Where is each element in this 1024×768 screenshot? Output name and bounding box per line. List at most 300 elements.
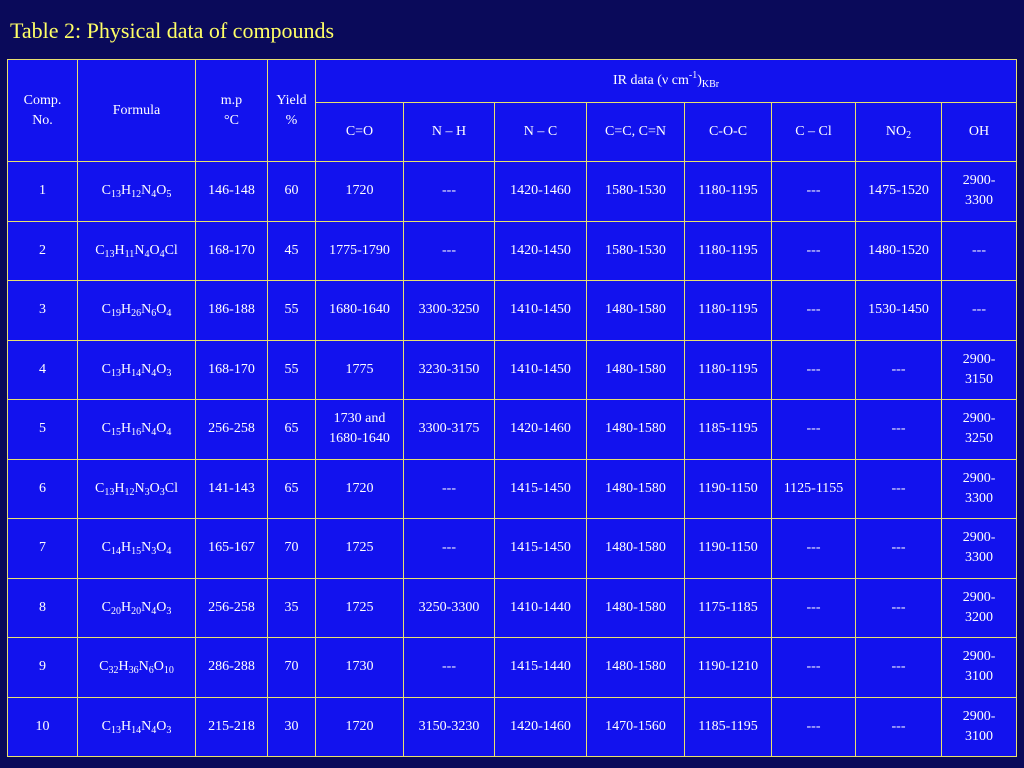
ir-oh-cell xyxy=(942,400,1017,460)
ir-value-line: 1420-1460 xyxy=(510,718,571,734)
formula-text: C xyxy=(99,659,109,675)
ir-value-line: 1480-1580 xyxy=(605,480,666,496)
header-yield xyxy=(268,60,316,162)
formula-cell xyxy=(78,400,196,460)
ir-value-line: 1480-1520 xyxy=(868,242,929,258)
ir-nc-cell xyxy=(495,697,587,757)
ir-coc-cell xyxy=(685,340,772,400)
formula-cell xyxy=(78,578,196,638)
ir-no2-cell xyxy=(856,162,942,222)
ir-value-line: 1420-1450 xyxy=(510,242,571,258)
compound-number-cell: 8 xyxy=(8,578,78,638)
ir-ccl-cell xyxy=(772,697,856,757)
ir-co-cell xyxy=(316,459,404,519)
ir-ccl-cell xyxy=(772,519,856,579)
ir-coc-cell xyxy=(685,221,772,281)
formula-text: H xyxy=(120,361,132,377)
formula-subscript: 10 xyxy=(163,665,174,677)
formula-subscript: 3 xyxy=(166,367,172,379)
ir-nc-cell xyxy=(495,638,587,698)
ir-oh-cell xyxy=(942,162,1017,222)
ir-value-line: --- xyxy=(442,242,456,258)
ir-data-close: ) xyxy=(697,73,702,88)
ir-value-line: 1185-1195 xyxy=(698,718,758,734)
formula-subscript: 6 xyxy=(151,308,157,320)
ir-co-cell xyxy=(316,162,404,222)
formula-subscript: 13 xyxy=(104,248,115,260)
header-ir-label-text: C-O-C xyxy=(708,124,748,139)
ir-no2-cell xyxy=(856,340,942,400)
melting-point-cell: 256-258 xyxy=(196,400,268,460)
formula-text: C xyxy=(101,421,111,437)
ir-value-line: 1680-1640 xyxy=(329,302,390,318)
formula-cell xyxy=(78,459,196,519)
ir-value-line: 3300 xyxy=(965,193,994,209)
formula-text: N xyxy=(141,302,152,318)
ir-value-line: 2900- xyxy=(962,589,996,605)
table-row xyxy=(8,162,1017,222)
ir-no2-cell xyxy=(856,281,942,341)
ir-value-line: 1720 xyxy=(345,480,374,496)
formula-text: N xyxy=(141,183,152,199)
ir-oh-cell xyxy=(942,697,1017,757)
ir-ccl-cell xyxy=(772,459,856,519)
ir-coc-cell xyxy=(685,400,772,460)
formula-text: H xyxy=(120,302,132,318)
ir-value-line: --- xyxy=(806,242,821,258)
ir-co-cell xyxy=(316,221,404,281)
header-ir-label-text: NO xyxy=(885,124,907,139)
formula-text: H xyxy=(114,480,125,496)
table-body xyxy=(8,162,1017,757)
ir-value-line: --- xyxy=(891,718,906,734)
ir-nh-cell xyxy=(404,519,495,579)
formula-subscript: 3 xyxy=(151,546,157,558)
ir-value-line: 1415-1450 xyxy=(510,480,571,496)
ir-nc-cell xyxy=(495,519,587,579)
formula-text: O xyxy=(156,718,167,734)
ir-value-line: 2900- xyxy=(962,649,996,665)
compound-number-cell: 7 xyxy=(8,519,78,579)
formula-subscript: 32 xyxy=(108,665,119,677)
formula-subscript: 12 xyxy=(131,189,142,201)
header-ir-label-text: OH xyxy=(968,124,990,139)
yield-cell: 60 xyxy=(268,162,316,222)
formula-subscript: 13 xyxy=(104,486,115,498)
header-ir-data xyxy=(316,60,1017,103)
ir-value-line: 1180-1195 xyxy=(698,183,758,199)
ir-value-line: 1720 xyxy=(345,183,374,199)
formula-subscript: 16 xyxy=(131,427,142,439)
ir-value-line: 3250 xyxy=(965,431,994,447)
ir-value-line: 1475-1520 xyxy=(868,183,929,199)
ir-value-line: 1775-1790 xyxy=(329,242,390,258)
formula-text: O xyxy=(156,361,167,377)
ir-ccl-cell xyxy=(772,281,856,341)
formula-subscript: 5 xyxy=(166,189,172,201)
ir-co-cell xyxy=(316,578,404,638)
ir-coc-cell xyxy=(685,578,772,638)
ir-value-line: 1480-1580 xyxy=(605,599,666,615)
ir-oh-cell xyxy=(942,281,1017,341)
yield-cell: 70 xyxy=(268,638,316,698)
ir-cc-cn-cell xyxy=(587,459,685,519)
ir-value-line: --- xyxy=(806,302,821,318)
ir-value-line: --- xyxy=(806,599,821,615)
ir-nh-cell xyxy=(404,697,495,757)
ir-oh-cell xyxy=(942,221,1017,281)
formula-subscript: 26 xyxy=(131,308,142,320)
formula-cell xyxy=(78,519,196,579)
compound-number-cell: 1 xyxy=(8,162,78,222)
ir-value-line: 1480-1580 xyxy=(605,361,666,377)
formula-subscript: 4 xyxy=(151,724,157,736)
formula-cell xyxy=(78,340,196,400)
ir-ccl-cell xyxy=(772,221,856,281)
page-title: Table 2: Physical data of compounds xyxy=(10,18,335,43)
formula-subscript: 4 xyxy=(151,367,157,379)
table-row xyxy=(8,281,1017,341)
formula-cell xyxy=(78,162,196,222)
ir-cc-cn-cell xyxy=(587,281,685,341)
compound-number-cell: 6 xyxy=(8,459,78,519)
ir-value-line: 1775 xyxy=(345,361,374,377)
ir-value-line: --- xyxy=(442,540,456,556)
ir-value-line: 3100 xyxy=(965,728,994,744)
table-header xyxy=(8,60,1017,162)
header-ir-co xyxy=(316,103,404,162)
ir-value-line: 3300 xyxy=(965,550,994,566)
melting-point-cell: 165-167 xyxy=(196,519,268,579)
melting-point-cell: 256-258 xyxy=(196,578,268,638)
formula-text: O xyxy=(153,659,164,675)
yield-cell: 30 xyxy=(268,697,316,757)
ir-value-line: 1190-1210 xyxy=(697,659,759,675)
ir-nh-cell xyxy=(404,459,495,519)
ir-ccl-cell xyxy=(772,578,856,638)
ir-nh-cell xyxy=(404,400,495,460)
ir-value-line: --- xyxy=(891,659,906,675)
ir-value-line: 3300 xyxy=(965,490,994,506)
header-ir-no2 xyxy=(856,103,942,162)
ir-nh-cell xyxy=(404,578,495,638)
formula-text: N xyxy=(134,480,145,496)
compound-number-cell: 3 xyxy=(8,281,78,341)
formula-subscript: 4 xyxy=(151,427,157,439)
header-comp-no xyxy=(8,60,78,162)
ir-data-prefix: IR data (ν cm xyxy=(612,73,689,88)
ir-value-line: 3150 xyxy=(965,371,994,387)
ir-value-line: --- xyxy=(442,659,456,675)
formula-subscript: 4 xyxy=(151,189,157,201)
yield-cell: 65 xyxy=(268,400,316,460)
melting-point-cell: 186-188 xyxy=(196,281,268,341)
ir-nh-cell xyxy=(404,162,495,222)
formula-text: Cl xyxy=(164,480,178,496)
ir-no2-cell xyxy=(856,638,942,698)
formula-subscript: 14 xyxy=(131,367,142,379)
ir-co-cell xyxy=(316,281,404,341)
table-row xyxy=(8,638,1017,698)
ir-value-line: 1730 and xyxy=(333,411,386,427)
ir-value-line: 1185-1195 xyxy=(698,421,758,437)
formula-text: C xyxy=(101,183,111,199)
melting-point-cell: 168-170 xyxy=(196,221,268,281)
ir-value-line: 1720 xyxy=(345,718,374,734)
ir-value-line: 2900- xyxy=(962,351,996,367)
ir-value-line: 2900- xyxy=(962,173,996,189)
yield-cell: 55 xyxy=(268,281,316,341)
ir-value-line: --- xyxy=(442,480,456,496)
ir-value-line: 3300-3175 xyxy=(418,421,480,437)
compound-number-cell: 4 xyxy=(8,340,78,400)
yield-cell: 35 xyxy=(268,578,316,638)
ir-value-line: 1480-1580 xyxy=(605,540,666,556)
formula-subscript: 14 xyxy=(131,724,142,736)
ir-cc-cn-cell xyxy=(587,519,685,579)
table-row xyxy=(8,400,1017,460)
header-mp-line-2: °C xyxy=(224,112,239,128)
formula-subscript: 12 xyxy=(124,486,135,498)
header-ir-nc xyxy=(495,103,587,162)
ir-cc-cn-cell xyxy=(587,697,685,757)
ir-value-line: 1530-1450 xyxy=(868,302,929,318)
formula-text: N xyxy=(141,361,152,377)
ir-value-line: 3100 xyxy=(965,669,994,685)
ir-value-line: 1415-1440 xyxy=(510,659,571,675)
yield-cell: 70 xyxy=(268,519,316,579)
ir-no2-cell xyxy=(856,519,942,579)
ir-value-line: --- xyxy=(806,421,821,437)
ir-nc-cell xyxy=(495,400,587,460)
yield-cell: 65 xyxy=(268,459,316,519)
yield-cell: 45 xyxy=(268,221,316,281)
table-row xyxy=(8,459,1017,519)
ir-ccl-cell xyxy=(772,638,856,698)
formula-text: C xyxy=(101,361,111,377)
table-row xyxy=(8,578,1017,638)
ir-value-line: 1410-1440 xyxy=(510,599,571,615)
formula-text: H xyxy=(120,540,132,556)
header-ir-cc-cn xyxy=(587,103,685,162)
formula-text: O xyxy=(156,540,167,556)
formula-subscript: 13 xyxy=(110,724,121,736)
formula-subscript: 4 xyxy=(166,427,172,439)
ir-value-line: --- xyxy=(972,302,987,318)
header-comp-no-line-1: Comp. xyxy=(23,92,62,108)
ir-nh-cell xyxy=(404,638,495,698)
formula-text: N xyxy=(134,242,145,258)
formula-subscript: 11 xyxy=(124,248,135,260)
compound-number-cell: 5 xyxy=(8,400,78,460)
formula-subscript: 6 xyxy=(148,665,154,677)
formula-text: C xyxy=(101,540,111,556)
formula-text: O xyxy=(149,242,160,258)
formula-cell xyxy=(78,638,196,698)
formula-text: Cl xyxy=(164,242,178,258)
formula-subscript: 36 xyxy=(128,665,139,677)
ir-no2-cell xyxy=(856,459,942,519)
ir-cc-cn-cell xyxy=(587,578,685,638)
formula-text: C xyxy=(101,302,111,318)
ir-value-line: 3300-3250 xyxy=(418,302,480,318)
formula-text: N xyxy=(141,599,152,615)
ir-value-line: --- xyxy=(806,361,821,377)
header-ir-label-subscript: 2 xyxy=(906,130,912,141)
ir-nh-cell xyxy=(404,221,495,281)
ir-coc-cell xyxy=(685,281,772,341)
formula-text: C xyxy=(95,480,105,496)
ir-co-cell xyxy=(316,400,404,460)
ir-value-line: --- xyxy=(806,659,821,675)
formula-subscript: 13 xyxy=(110,367,121,379)
ir-nc-cell xyxy=(495,340,587,400)
formula-subscript: 14 xyxy=(110,546,121,558)
table-row xyxy=(8,697,1017,757)
ir-co-cell xyxy=(316,638,404,698)
ir-coc-cell xyxy=(685,459,772,519)
ir-value-line: 2900- xyxy=(962,470,996,486)
formula-text: O xyxy=(156,302,167,318)
ir-value-line: 1480-1580 xyxy=(605,302,666,318)
formula-text: O xyxy=(149,480,160,496)
ir-value-line: 1725 xyxy=(345,540,374,556)
ir-value-line: 2900- xyxy=(962,530,996,546)
ir-cc-cn-cell xyxy=(587,400,685,460)
formula-subscript: 4 xyxy=(166,308,172,320)
ir-value-line: 1175-1185 xyxy=(698,599,758,615)
formula-cell xyxy=(78,697,196,757)
header-ir-ccl xyxy=(772,103,856,162)
header-formula: Formula xyxy=(78,60,196,162)
header-ir-oh xyxy=(942,103,1017,162)
formula-subscript: 3 xyxy=(166,605,172,617)
ir-coc-cell xyxy=(685,638,772,698)
table-row xyxy=(8,519,1017,579)
ir-value-line: --- xyxy=(891,480,906,496)
ir-value-line: 1420-1460 xyxy=(510,183,571,199)
ir-no2-cell xyxy=(856,400,942,460)
formula-cell xyxy=(78,221,196,281)
ir-value-line: 1470-1560 xyxy=(605,718,666,734)
table-row xyxy=(8,340,1017,400)
ir-value-line: --- xyxy=(806,540,821,556)
melting-point-cell: 168-170 xyxy=(196,340,268,400)
ir-value-line: --- xyxy=(891,421,906,437)
yield-cell: 55 xyxy=(268,340,316,400)
ir-value-line: --- xyxy=(891,540,906,556)
melting-point-cell: 215-218 xyxy=(196,697,268,757)
ir-ccl-cell xyxy=(772,162,856,222)
ir-cc-cn-cell xyxy=(587,638,685,698)
ir-ccl-cell xyxy=(772,340,856,400)
header-ir-label-text: C=C, C=N xyxy=(605,124,666,139)
ir-value-line: --- xyxy=(806,718,821,734)
ir-value-line: 1680-1640 xyxy=(329,431,390,447)
ir-value-line: --- xyxy=(972,242,987,258)
table-row xyxy=(8,221,1017,281)
ir-value-line: 1480-1580 xyxy=(605,421,666,437)
physical-data-table xyxy=(7,59,1017,757)
ir-value-line: 1125-1155 xyxy=(783,480,844,496)
melting-point-cell: 141-143 xyxy=(196,459,268,519)
ir-ccl-cell xyxy=(772,400,856,460)
formula-subscript: 3 xyxy=(144,486,150,498)
formula-subscript: 20 xyxy=(110,605,121,617)
header-ir-label-text: N – H xyxy=(431,124,467,139)
header-ir-label-text: N – C xyxy=(523,124,558,139)
formula-text: C xyxy=(101,718,111,734)
ir-cc-cn-cell xyxy=(587,340,685,400)
ir-value-line: 1420-1460 xyxy=(510,421,571,437)
compound-number-cell: 2 xyxy=(8,221,78,281)
ir-co-cell xyxy=(316,519,404,579)
formula-text: O xyxy=(156,183,167,199)
ir-nh-cell xyxy=(404,340,495,400)
formula-subscript: 20 xyxy=(131,605,142,617)
formula-cell xyxy=(78,281,196,341)
formula-text: H xyxy=(120,718,132,734)
formula-text: C xyxy=(101,599,111,615)
ir-value-line: 1410-1450 xyxy=(510,361,571,377)
formula-text: C xyxy=(95,242,105,258)
ir-value-line: 2900- xyxy=(962,411,996,427)
ir-no2-cell xyxy=(856,578,942,638)
compound-number-cell: 9 xyxy=(8,638,78,698)
ir-data-subscript: KBr xyxy=(701,79,720,90)
ir-value-line: --- xyxy=(442,183,456,199)
melting-point-cell: 146-148 xyxy=(196,162,268,222)
header-ir-label-text: C – Cl xyxy=(795,124,832,139)
header-comp-no-line-2: No. xyxy=(32,112,53,128)
header-ir-label-text: C=O xyxy=(345,124,374,139)
compound-number-cell: 10 xyxy=(8,697,78,757)
formula-text: H xyxy=(118,659,129,675)
formula-text: H xyxy=(120,599,132,615)
ir-value-line: --- xyxy=(806,183,821,199)
ir-nc-cell xyxy=(495,578,587,638)
ir-value-line: 1190-1150 xyxy=(698,480,758,496)
formula-text: N xyxy=(141,540,152,556)
ir-cc-cn-cell xyxy=(587,162,685,222)
ir-oh-cell xyxy=(942,519,1017,579)
formula-text: O xyxy=(156,599,167,615)
melting-point-cell: 286-288 xyxy=(196,638,268,698)
ir-value-line: 1415-1450 xyxy=(510,540,571,556)
formula-subscript: 3 xyxy=(166,724,172,736)
header-ir-nh xyxy=(404,103,495,162)
ir-co-cell xyxy=(316,340,404,400)
formula-text: O xyxy=(156,421,167,437)
ir-value-line: --- xyxy=(891,361,906,377)
ir-co-cell xyxy=(316,697,404,757)
ir-value-line: 1580-1530 xyxy=(605,242,666,258)
ir-value-line: 3200 xyxy=(965,609,994,625)
formula-text: H xyxy=(120,421,132,437)
ir-coc-cell xyxy=(685,519,772,579)
formula-subscript: 13 xyxy=(110,189,121,201)
ir-oh-cell xyxy=(942,638,1017,698)
formula-subscript: 15 xyxy=(110,427,121,439)
formula-subscript: 3 xyxy=(159,486,165,498)
ir-data-superscript: -1 xyxy=(688,70,698,81)
ir-oh-cell xyxy=(942,578,1017,638)
ir-coc-cell xyxy=(685,162,772,222)
header-yield-line-1: Yield xyxy=(276,92,307,108)
ir-value-line: 1180-1195 xyxy=(698,242,758,258)
ir-value-line: 2900- xyxy=(962,708,996,724)
ir-value-line: 1180-1195 xyxy=(698,302,758,318)
